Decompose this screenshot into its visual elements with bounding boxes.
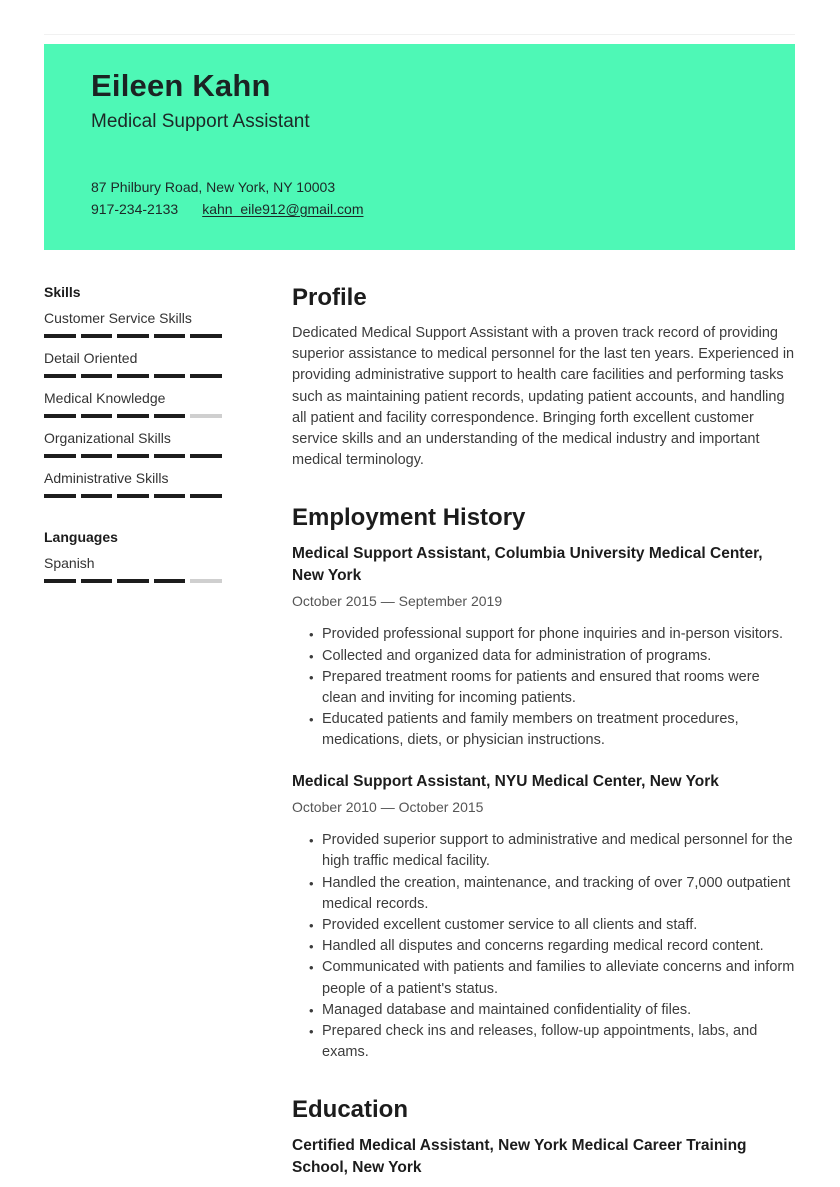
candidate-name: Eileen Kahn bbox=[91, 68, 271, 103]
education-heading: Education bbox=[292, 1096, 409, 1124]
resume-header bbox=[44, 44, 795, 250]
job-dates: October 2015 — September 2019 bbox=[292, 593, 503, 610]
skill-label: Administrative Skills bbox=[44, 470, 169, 486]
skill-bar-segment bbox=[44, 579, 76, 583]
language-bar bbox=[44, 579, 222, 583]
job-bullet: • Collected and organized data for administration of programs. bbox=[322, 646, 795, 667]
jobs-list bbox=[292, 543, 795, 1063]
job-bullet: • Prepared check ins and releases, follow-up appointments, labs, and exams. bbox=[322, 1021, 795, 1063]
skill-bar-segment bbox=[117, 414, 149, 418]
content-columns bbox=[0, 283, 840, 1178]
profile-text: Dedicated Medical Support Assistant with a proven track record of providing superior assistance to medical personnel for the last ten years. Experienced in providing administrative support to health care facilities and performing tasks such as maintaining patient records, updating patient accounts, and handling all patient and facility correspondence. Bringing forth excellent customer service skills and an understanding of the medical industry and important medical terminology. bbox=[292, 325, 795, 469]
profile-heading: Profile bbox=[292, 284, 367, 311]
skill-bar-segment bbox=[154, 579, 186, 583]
job-entry bbox=[292, 771, 795, 1064]
skill-bar-segment bbox=[44, 494, 76, 498]
skill-bar-segment bbox=[81, 454, 113, 458]
education-section bbox=[292, 1095, 795, 1178]
education-degree: Certified Medical Assistant, New York Medical Career Training School, New York bbox=[292, 1137, 747, 1176]
skill-bar-segment bbox=[44, 454, 76, 458]
languages-list bbox=[44, 554, 222, 583]
skill-bar-segment bbox=[154, 414, 186, 418]
skill-label: Detail Oriented bbox=[44, 350, 138, 366]
job-bullet: • Communicated with patients and families to alleviate concerns and inform people of a patient's status. bbox=[322, 957, 795, 999]
job-bullet: • Provided excellent customer service to all clients and staff. bbox=[322, 915, 795, 936]
skill-bar-segment bbox=[81, 579, 113, 583]
skill-bar-segment bbox=[154, 454, 186, 458]
skill-bar-segment bbox=[44, 374, 76, 378]
job-bullets bbox=[292, 830, 795, 1063]
skill-bar-segment bbox=[117, 454, 149, 458]
skill-bar bbox=[44, 374, 222, 378]
skill-bar-segment bbox=[44, 334, 76, 338]
languages-heading: Languages bbox=[44, 529, 118, 545]
job-bullet: • Handled all disputes and concerns regarding medical record content. bbox=[322, 936, 795, 957]
job-bullet: • Managed database and maintained confidentiality of files. bbox=[322, 1000, 795, 1021]
job-dates: October 2010 — October 2015 bbox=[292, 799, 484, 816]
job-bullets bbox=[292, 624, 795, 751]
skill-bar bbox=[44, 494, 222, 498]
skill-bar-segment bbox=[81, 334, 113, 338]
skill-bar-segment bbox=[117, 579, 149, 583]
contact-row bbox=[91, 198, 755, 220]
contact-block bbox=[91, 176, 755, 220]
employment-heading: Employment History bbox=[292, 504, 526, 532]
job-entry bbox=[292, 543, 795, 751]
email-link[interactable]: kahn_eile912@gmail.com bbox=[202, 201, 364, 217]
page-top-divider bbox=[44, 34, 795, 35]
skill-bar-segment bbox=[81, 414, 113, 418]
skill-bar-segment bbox=[190, 494, 222, 498]
skill-item bbox=[44, 469, 222, 498]
skill-item bbox=[44, 389, 222, 418]
sidebar bbox=[44, 283, 222, 1178]
job-bullet: • Provided professional support for phone inquiries and in-person visitors. bbox=[322, 624, 795, 645]
skill-item bbox=[44, 349, 222, 378]
skill-bar-segment bbox=[117, 494, 149, 498]
language-label: Spanish bbox=[44, 555, 95, 571]
skill-bar-segment bbox=[81, 374, 113, 378]
skill-item bbox=[44, 309, 222, 338]
languages-section bbox=[44, 528, 222, 583]
skill-bar-segment bbox=[117, 374, 149, 378]
skill-bar-segment bbox=[190, 334, 222, 338]
contact-address: 87 Philbury Road, New York, NY 10003 bbox=[91, 179, 336, 195]
skill-bar-segment bbox=[190, 454, 222, 458]
candidate-title: Medical Support Assistant bbox=[91, 111, 310, 132]
skill-label: Customer Service Skills bbox=[44, 310, 192, 326]
skills-section bbox=[44, 283, 222, 498]
job-title: Medical Support Assistant, NYU Medical Center, New York bbox=[292, 772, 719, 790]
job-bullet: • Handled the creation, maintenance, and tracking of over 7,000 outpatient medical records. bbox=[322, 873, 795, 915]
skill-bar bbox=[44, 334, 222, 338]
contact-phone: 917-234-2133 bbox=[91, 201, 179, 217]
skill-bar-segment bbox=[44, 414, 76, 418]
skill-bar-segment bbox=[81, 494, 113, 498]
skill-bar bbox=[44, 454, 222, 458]
job-bullet: • Provided superior support to administrative and medical personnel for the high traffic medical facility. bbox=[322, 830, 795, 872]
skill-bar-segment bbox=[117, 334, 149, 338]
job-bullet: • Prepared treatment rooms for patients and ensured that rooms were clean and inviting for incoming patients. bbox=[322, 667, 795, 709]
skill-bar-segment bbox=[190, 579, 222, 583]
skill-label: Medical Knowledge bbox=[44, 390, 166, 406]
skill-bar-segment bbox=[154, 494, 186, 498]
language-item bbox=[44, 554, 222, 583]
employment-section bbox=[292, 503, 795, 1063]
skill-bar-segment bbox=[190, 374, 222, 378]
skills-list bbox=[44, 309, 222, 498]
profile-section bbox=[292, 283, 795, 471]
skill-item bbox=[44, 429, 222, 458]
skill-bar-segment bbox=[154, 334, 186, 338]
skill-bar bbox=[44, 414, 222, 418]
main-column bbox=[292, 283, 795, 1178]
skill-label: Organizational Skills bbox=[44, 430, 171, 446]
skill-bar-segment bbox=[154, 374, 186, 378]
job-title: Medical Support Assistant, Columbia University Medical Center, New York bbox=[292, 545, 763, 584]
job-bullet: • Educated patients and family members on treatment procedures, medications, diets, or physician instructions. bbox=[322, 709, 795, 751]
skills-heading: Skills bbox=[44, 284, 81, 300]
skill-bar-segment bbox=[190, 414, 222, 418]
